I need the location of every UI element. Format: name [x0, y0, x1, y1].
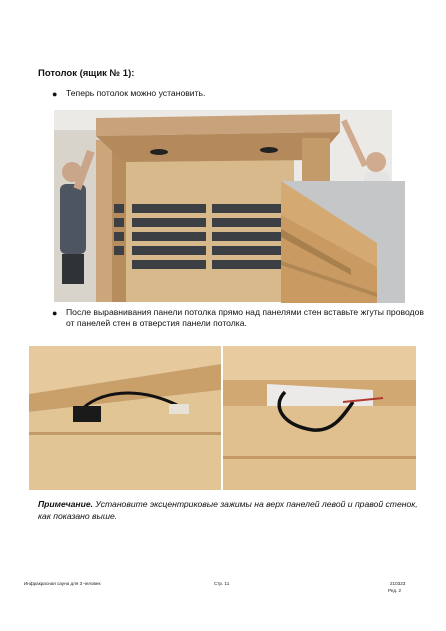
section-heading: Потолок (ящик № 1):	[38, 68, 135, 79]
note-label: Примечание.	[38, 499, 93, 509]
footer-doc-code: 210323	[390, 581, 406, 586]
note-text: Установите эксцентриковые зажимы на верх панелей левой и правой стенок,	[93, 499, 418, 509]
photo-ceiling-edge-closeup	[281, 181, 405, 303]
footer-product-name: Инфракрасная сауна для 3 человек	[24, 581, 101, 586]
bullet-text-2-continued: от панелей стен в отверстия панели потолка.	[66, 318, 247, 328]
footer-revision: Ред. 2	[388, 588, 402, 593]
footer-page-number: Стр. 11	[214, 581, 230, 586]
photo-wire-harness-right	[223, 346, 416, 490]
note-paragraph	[38, 499, 430, 522]
bullet-marker: ●	[52, 89, 58, 99]
bullet-marker: ●	[52, 308, 58, 318]
note-text-continued: как показано выше.	[38, 510, 118, 521]
photo-wire-harness-left	[29, 346, 221, 490]
bullet-text-2: После выравнивания панели потолка прямо над панелями стен вставьте жгуты проводов	[66, 307, 424, 317]
bullet-text-1: Теперь потолок можно установить.	[66, 88, 206, 98]
